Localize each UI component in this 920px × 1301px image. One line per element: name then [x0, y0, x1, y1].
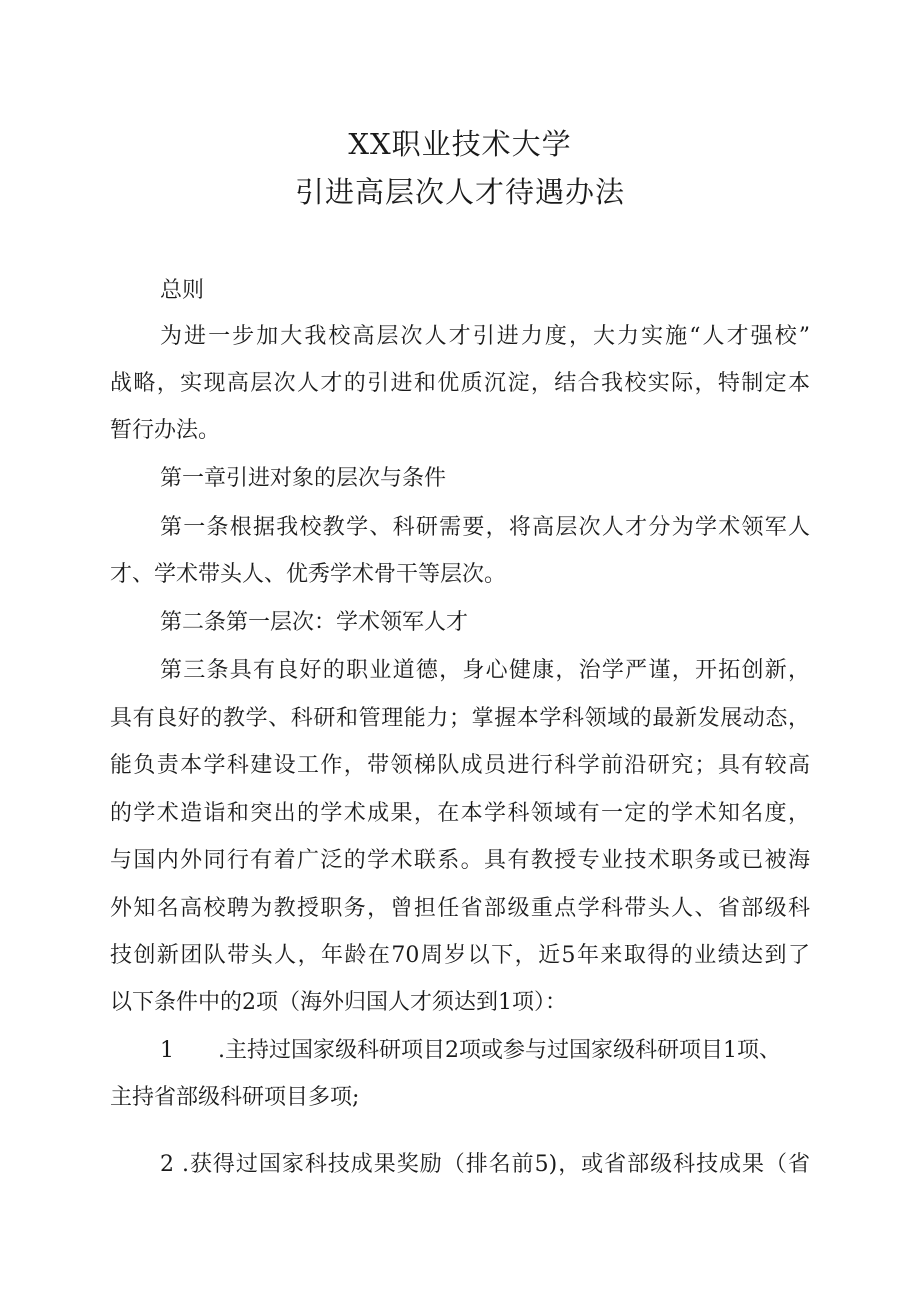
paragraph-line: 的学术造诣和突出的学术成果，在本学科领域有一定的学术知名度，	[110, 801, 810, 826]
section-heading-general: 总则	[160, 278, 205, 303]
document-title-line-2: 引进高层次人才待遇办法	[294, 175, 625, 209]
paragraph-line: 第三条具有良好的职业道德，身心健康，治学严谨，开拓创新，	[160, 658, 810, 683]
paragraph-line: 与国内外同行有着广泛的学术联系。具有教授专业技术职务或已被海	[110, 848, 810, 873]
paragraph-line: 暂行办法。	[110, 418, 221, 443]
paragraph-line: 具有良好的教学、科研和管理能力；掌握本学科领域的最新发展动态，	[110, 706, 810, 731]
paragraph-line: 外知名高校聘为教授职务，曾担任省部级重点学科带头人、省部级科	[110, 896, 810, 921]
paragraph-line: 为进一步加大我校高层次人才引进力度，大力实施“人才强校”	[160, 324, 810, 349]
document-title-line-1: XX职业技术大学	[348, 127, 572, 161]
paragraph-line: 战略，实现高层次人才的引进和优质沉淀，结合我校实际，特制定本	[110, 371, 810, 396]
list-item-number: 1	[160, 1038, 174, 1063]
paragraph-line: 以下条件中的2项（海外归国人才须达到1项）：	[110, 990, 567, 1015]
list-item-2-line-1: 2 .获得过国家科技成果奖励（排名前5)，或省部级科技成果（省	[160, 1152, 810, 1177]
list-item-1-line-2: 主持省部级科研项目多项;	[110, 1085, 360, 1110]
paragraph-line: 能负责本学科建设工作，带领梯队成员进行科学前沿研究；具有较高	[110, 753, 810, 778]
chapter-heading: 第一章引进对象的层次与条件	[160, 466, 447, 491]
list-item-1-line-1	[160, 1036, 810, 1066]
paragraph-line: 技创新团队带头人，年龄在70周岁以下，近5年来取得的业绩达到了	[110, 943, 810, 968]
list-item-text: .主持过国家级科研项目2项或参与过国家级科研项目1项、	[218, 1038, 781, 1063]
paragraph-line: 才、学术带头人、优秀学术骨干等层次。	[110, 562, 507, 587]
article-heading: 第二条第一层次：学术领军人才	[160, 610, 469, 635]
paragraph-line: 第一条根据我校教学、科研需要，将高层次人才分为学术领军人	[160, 515, 810, 540]
